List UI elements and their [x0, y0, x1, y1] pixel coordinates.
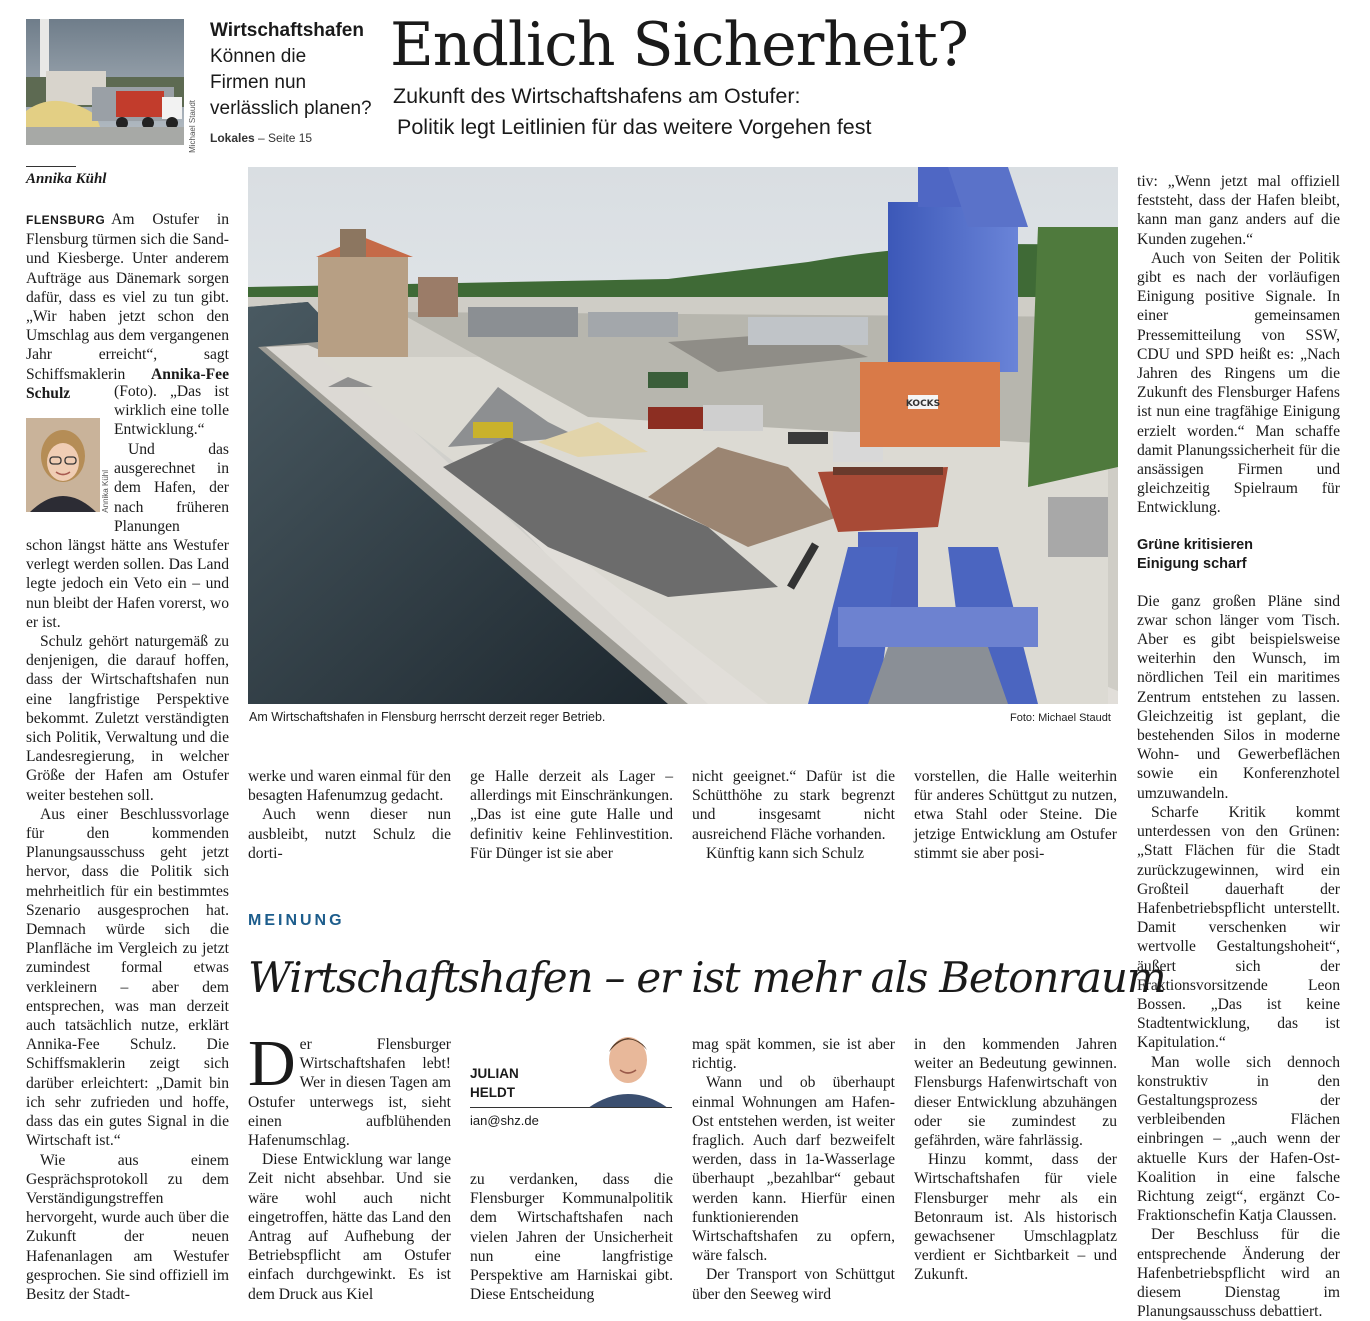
teaser-photo	[26, 19, 184, 145]
article-column-3	[470, 767, 673, 863]
teaser-page-ref[interactable]	[210, 131, 312, 145]
teaser-line-1: Können die	[210, 46, 307, 67]
teaser-line-3: verlässlich planen?	[210, 98, 372, 119]
main-photo	[248, 167, 1118, 704]
crane-sign-label: KOCKS	[905, 399, 941, 409]
opinion-col3-p2: Wann und ob überhaupt einmal Wohnungen am Hafen-Ost entstehen werden, ist weiter fraglich. Auch darf bezweifelt werden, dass in 1a-Wasserlage überhaupt „bezahlbar“ gebaut werden kann. Hierfür einen funktionierenden Wirtschaftshafen zu opfern, wäre falsch.	[692, 1074, 895, 1265]
opinion-col2-p1: zu verdanken, dass die Flensburger Kommunalpolitik dem Wirtschaftshafen nach vielen Jahren der Unsicherheit nun eine langfristige Perspektive am Harniskai gibt. Diese Entscheidung	[470, 1171, 673, 1304]
col1-p4: Aus einer Beschlussvorlage für den kommenden Planungsausschuss geht jetzt hervor, dass die Politik sich mehrheitlich für ein bestimmtes Szenario ausgesprochen hat. Demnach würde sich die Planfläche im Vergleich zu jetzt zumindest formal etwas verkleinern – aber dem entsprechen, was man derzeit auch tatsächlich nutze, erklärt Annika-Fee Schulz. Die Schiffsmaklerin zeigt sich darüber erleichtert: „Damit bin ich sehr zufrieden und hoffe, dass das ein gutes Signal in die Wirtschaft ist.“	[26, 805, 229, 1150]
article-column-1b	[114, 382, 229, 440]
subheadline-1: Zukunft des Wirtschaftshafens am Ostufer:	[393, 84, 801, 108]
article-column-6	[1137, 172, 1340, 1321]
article-column-4	[692, 767, 895, 863]
col6-subheading	[1137, 536, 1340, 574]
teaser-photo-credit: Michael Staudt	[188, 100, 197, 153]
opinion-email-link[interactable]: ian@shz.de	[470, 1113, 539, 1128]
photo-credit: Foto: Michael Staudt	[1010, 712, 1111, 724]
opinion-col4-p2: Hinzu kommt, dass der Wirtschaftshafen für viele Flensburger mehr als ein Betonraum ist. Als historisch gewachsener Umschlagplatz verdient er Sichtbarkeit – und Zukunft.	[914, 1151, 1117, 1284]
col6-subheading-line-1: Grüne kritisieren	[1137, 536, 1254, 553]
col6-p4: Scharfe Kritik kommt unterdessen von den Grünen: „Statt Flächen für die Stadt zurückzugewinnen, wird ein Großteil dauerhaft der Hafenbetriebspflicht unterstellt. Damit verschenken wir wertvolle Gestaltungshoheit“, äußert sich der Fraktionsvorsitzende Leon Bossen. „Das ist keine Stadtentwicklung, das ist Kapitulation.“	[1137, 803, 1340, 1052]
teaser-ref-section: Lokales	[210, 131, 255, 145]
col1-text-a: Am Ostufer in Flensburg türmen sich die Sand- und Kiesberge. Unter anderem Aufträge aus Dänemark sorgen dafür, dass es viel zu tun gibt. „Wir haben jetzt schon den Umschlag aus dem vergangenen Jahr erreicht“, sagt Schiffsmaklerin	[26, 211, 229, 383]
opinion-col3-p3: Der Transport von Schüttgut über den Seeweg wird	[692, 1266, 895, 1303]
opinion-column-3	[692, 1035, 895, 1304]
opinion-headline: Wirtschaftshafen – er ist mehr als Betonraum	[248, 953, 1166, 1002]
portrait-credit: Annika Kühl	[101, 470, 110, 513]
opinion-author-first: JULIAN	[470, 1066, 519, 1081]
col6-p1: tiv: „Wenn jetzt mal offiziell feststeht, dass der Hafen bleibt, kann man ganz anders auf die Kunden zugehen.“	[1137, 173, 1340, 248]
byline-rule	[26, 166, 76, 167]
opinion-dropcap: D	[248, 1027, 296, 1100]
article-column-1d	[26, 536, 229, 1304]
dateline: FLENSBURG	[26, 213, 106, 227]
col6-p6: Der Beschluss für die entsprechende Änderung der Hafenbetriebspflicht wird an diesem Dienstag im Planungsausschuss debattiert.	[1137, 1226, 1340, 1321]
subheadline-2: Politik legt Leitlinien für das weitere Vorgehen fest	[397, 115, 872, 139]
opinion-col1-p2: Diese Entwicklung war lange Zeit nicht absehbar. Und sie wäre wohl auch nicht eingetroffen, hätte das Land den Antrag auf Aufhebung der Betriebspflicht am Ostufer einfach durchgewinkt. Es ist dem Druck aus Kiel	[248, 1151, 451, 1303]
opinion-column-4	[914, 1035, 1117, 1285]
teaser-line-2: Firmen nun	[210, 72, 307, 93]
col2-p2: Auch wenn dieser nun ausbleibt, nutzt Schulz die dorti-	[248, 806, 451, 862]
col1-p2-rest: schon längst hätte ans Westufer verlegt werden sollen. Das Land legte jedoch ein Veto ein – und nun bleibt der Hafen vorerst, wo er ist.	[26, 537, 229, 631]
col1-person-name: Annika-Fee Schulz	[26, 365, 229, 402]
opinion-col4-p1: in den kommenden Jahren weiter an Bedeutung gewinnen. Flensburgs Hafenwirtschaft von dieser Entwicklung abzuhängen oder sie zumindest zu gefährden, wäre fahrlässig.	[914, 1036, 1117, 1150]
byline-author: Annika Kühl	[26, 171, 107, 187]
opinion-section-label: MEINUNG	[248, 912, 345, 929]
opinion-column-1	[248, 1027, 451, 1304]
opinion-col3-p1: mag spät kommen, sie ist aber richtig.	[692, 1036, 895, 1073]
col1-p2-start: Und das ausgerechnet in dem Hafen, der nach früheren Planungen	[114, 441, 229, 535]
teaser-ref-page: – Seite 15	[258, 131, 313, 145]
opinion-author-rule	[470, 1107, 672, 1108]
col6-p2: Auch von Seiten der Politik gibt es nach der vorläufigen Einigung positive Signale. In einer gemeinsamen Pressemitteilung von SSW, CDU und SPD heißt es: „Nach Jahren des Ringens um die Zukunft des Flensburger Hafens ist nun eine tragfähige Einigung erzielt worden.“ Man schaffe damit Planungssicherheit für die ansässigen Firmen und gleichzeitig Spielraum für Entwicklung.	[1137, 249, 1340, 517]
teaser-kicker: Wirtschaftshafen	[210, 20, 364, 41]
col6-p5: Man wolle sich dennoch konstruktiv in den Gestaltungsprozess der verbleibenden Flächen einbringen – „auch wenn der aktuelle Kurs der Hafen-Ost-Koalition in eine falsche Richtung zeigt“, ergänzt Co-Fraktionschefin Katja Claussen.	[1137, 1053, 1340, 1225]
opinion-author-photo	[580, 1026, 672, 1108]
col3-p1: ge Halle derzeit als Lager – allerdings mit Einschränkungen. „Das ist eine gute Halle und definitiv keine Fehlinvestition. Für Dünger ist sie aber	[470, 768, 673, 862]
col5-p1: vorstellen, die Halle weiterhin für anderes Schüttgut zu nutzen, etwa Stahl oder Steine. Die jetzige Entwicklung am Ostufer stimmt sie aber posi-	[914, 768, 1117, 862]
opinion-author-last: HELDT	[470, 1085, 515, 1100]
article-column-5	[914, 767, 1117, 863]
article-column-1c	[114, 440, 229, 536]
opinion-col1-p1: er Flensburger Wirtschaftshafen lebt! Wer in diesen Tagen am Ostufer unterwegs ist, sieht einen aufblühenden Hafenumschlag.	[248, 1036, 451, 1150]
col4-p2: Künftig kann sich Schulz	[706, 844, 865, 862]
col6-subheading-line-2: Einigung scharf	[1137, 555, 1247, 572]
article-column-1a	[26, 210, 229, 411]
author-portrait	[26, 418, 100, 512]
col6-p3: Die ganz großen Pläne sind zwar schon länger vom Tisch. Aber es gibt beispielsweise weiterhin den Wunsch, im nördlichen Teil ein maritimes Zentrum entstehen zu lassen. Gleichzeitig ist geplant, die bestehenden Silos in moderne Wohn- und Gewerbeflächen sowie ein Konferenzhotel umzuwandeln.	[1137, 592, 1340, 802]
opinion-column-2	[470, 1170, 673, 1304]
article-column-2	[248, 767, 451, 863]
col1-p3: Schulz gehört naturgemäß zu denjenigen, die darauf hoffen, dass der Wirtschaftshafen nun eine langfristige Perspektive bekommt. Zuletzt verständigten sich Politik, Verwaltung und die Landesregierung, in welcher Größe der Hafen am Ostufer weiter bestehen soll.	[26, 633, 229, 804]
photo-caption: Am Wirtschaftshafen in Flensburg herrscht derzeit reger Betrieb.	[249, 710, 606, 724]
col1-text-b: (Foto). „Das ist wirklich eine tolle Entwicklung.“	[114, 383, 229, 439]
page-title: Endlich Sicherheit?	[390, 10, 968, 80]
col4-p1: nicht geeignet.“ Dafür ist die Schütthöhe zu stark begrenzt und insgesamt nicht ausreichend Fläche vorhanden.	[692, 768, 895, 843]
col1-p5: Wie aus einem Gesprächsprotokoll zu dem Verständigungstreffen hervorgeht, wurde auch über die Zukunft der neuen Hafenanlagen am Westufer gesprochen. Sie sind offiziell im Besitz der Stadt-	[26, 1151, 229, 1303]
col2-p1: werke und waren einmal für den besagten Hafenumzug gedacht.	[248, 768, 451, 805]
